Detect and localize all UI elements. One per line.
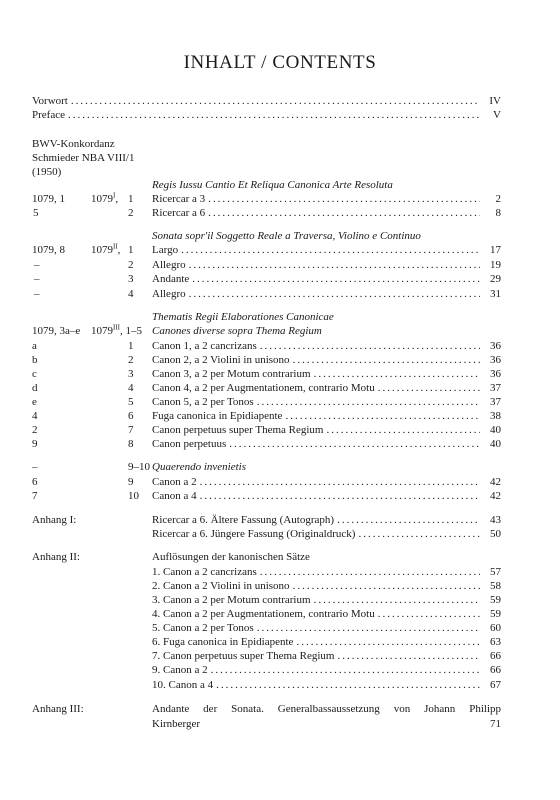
- toc-entry[interactable]: [32, 192, 501, 206]
- leader-dots: [337, 513, 480, 527]
- toc-label: 9. Canon a 2: [152, 664, 208, 676]
- item-number: 1: [128, 193, 134, 205]
- schmieder-number: 1079, 3a–e: [32, 325, 81, 337]
- leader-dots: [314, 367, 480, 381]
- schmieder-number: b: [32, 354, 38, 366]
- toc-entry[interactable]: [32, 287, 501, 301]
- toc-page: 59: [490, 608, 501, 620]
- schmieder-number: 6: [32, 476, 38, 488]
- toc-label: 6. Fuga canonica in Epidiapente: [152, 636, 294, 648]
- toc-entry[interactable]: [32, 593, 501, 607]
- toc-label: 1. Canon a 2 cancrizans: [152, 566, 257, 578]
- toc-entry[interactable]: [32, 678, 501, 692]
- leader-dots: [181, 243, 480, 257]
- leader-dots: [200, 475, 480, 489]
- leader-dots: [260, 565, 480, 579]
- toc-page: 63: [490, 636, 501, 648]
- toc-page: 50: [490, 528, 501, 540]
- schmieder-number: –: [34, 273, 40, 285]
- toc-page: 37: [490, 382, 501, 394]
- toc-label: 3. Canon a 2 per Motum contrarium: [152, 594, 311, 606]
- item-number: 10: [128, 490, 139, 502]
- toc-page: 2: [495, 193, 501, 205]
- appendix-label: Anhang I:: [32, 514, 77, 526]
- item-number: 4: [128, 382, 134, 394]
- toc-label: Canon perpetuus: [152, 438, 227, 450]
- schmieder-number: 1079, 8: [32, 244, 65, 256]
- toc-label: Largo: [152, 244, 179, 256]
- toc-entry[interactable]: [32, 649, 501, 663]
- schmieder-number: –: [32, 461, 38, 473]
- toc-page: V: [493, 109, 501, 121]
- toc-entry[interactable]: [32, 607, 501, 621]
- toc-entry[interactable]: [32, 717, 501, 731]
- toc-page: 36: [490, 368, 501, 380]
- toc-label: Ricercar a 3: [152, 193, 206, 205]
- toc-entry-preface[interactable]: [32, 108, 501, 122]
- toc-page: 60: [490, 622, 501, 634]
- toc-page: 57: [490, 566, 501, 578]
- concordance-year: (1950): [32, 166, 62, 178]
- toc-label: 7. Canon perpetuus super Thema Regium: [152, 650, 335, 662]
- toc-entry[interactable]: [32, 437, 501, 451]
- toc-page: 8: [495, 207, 501, 219]
- toc-page: 37: [490, 396, 501, 408]
- toc-label: 10. Canon a 4: [152, 679, 214, 691]
- toc-entry[interactable]: [32, 206, 501, 220]
- toc-label: Ricercar a 6: [152, 207, 206, 219]
- subheading-label: Quaerendo invenietis: [152, 461, 246, 473]
- toc-page: 42: [490, 490, 501, 502]
- concordance-columns: Schmieder NBA VIII/1: [32, 152, 135, 164]
- leader-dots: [211, 663, 480, 677]
- schmieder-number: 9: [32, 438, 38, 450]
- schmieder-number: 1079, 1: [32, 193, 65, 205]
- toc-label: Canon a 2: [152, 476, 197, 488]
- toc-page: 66: [490, 650, 501, 662]
- toc-page: 38: [490, 410, 501, 422]
- leader-dots: [257, 395, 480, 409]
- item-number: 9: [128, 476, 134, 488]
- schmieder-number: a: [32, 340, 37, 352]
- toc-entry[interactable]: [32, 663, 501, 677]
- toc-page: 29: [490, 273, 501, 285]
- appendix-description: Andante der Sonata. Generalbassaussetzung von Johann Philipp: [152, 703, 501, 715]
- schmieder-number: –: [34, 259, 40, 271]
- item-number: 5: [128, 396, 134, 408]
- toc-page: 36: [490, 340, 501, 352]
- toc-label: Canon 3, a 2 per Motum contrarium: [152, 368, 311, 380]
- schmieder-number: 4: [32, 410, 38, 422]
- leader-dots: [378, 607, 480, 621]
- section-heading: Regis Iussu Cantio Et Reliqua Canonica Arte Resoluta: [152, 179, 393, 191]
- leader-dots: [200, 489, 480, 503]
- toc-entry[interactable]: [32, 423, 501, 437]
- section-heading: Auflösungen der kanonischen Sätze: [152, 551, 310, 563]
- leader-dots: [189, 258, 480, 272]
- toc-page: 17: [490, 244, 501, 256]
- leader-dots: [293, 353, 480, 367]
- toc-label: Vorwort: [32, 95, 68, 107]
- leader-dots: [260, 339, 480, 353]
- toc-entry[interactable]: [32, 579, 501, 593]
- leader-dots: [378, 381, 480, 395]
- item-number: 3: [128, 273, 134, 285]
- schmieder-number: –: [34, 288, 40, 300]
- schmieder-number: 2: [32, 424, 38, 436]
- toc-subheading-row: [32, 460, 501, 474]
- toc-page: 42: [490, 476, 501, 488]
- item-number: 9–10: [128, 461, 150, 473]
- schmieder-number: e: [32, 396, 37, 408]
- leader-dots: [208, 206, 480, 220]
- toc-label: Kirnberger: [152, 718, 201, 730]
- item-number: 4: [128, 288, 134, 300]
- item-number: 6: [128, 410, 134, 422]
- leader-dots: [257, 621, 480, 635]
- toc-page: IV: [489, 95, 501, 107]
- appendix-label: Anhang II:: [32, 551, 80, 563]
- toc-entry[interactable]: [32, 621, 501, 635]
- leader-dots: [208, 192, 480, 206]
- toc-entry[interactable]: [32, 513, 501, 527]
- leader-dots: [296, 635, 480, 649]
- toc-entry[interactable]: [32, 353, 501, 367]
- toc-label: Fuga canonica in Epidiapente: [152, 410, 283, 422]
- section-heading: Sonata sopr'il Soggetto Reale a Traversa, Violino e Continuo: [152, 230, 421, 242]
- item-number: 8: [128, 438, 134, 450]
- leader-dots: [192, 272, 480, 286]
- nba-number: $1079^{III}$, 1–5: [91, 323, 142, 337]
- toc-label: 4. Canon a 2 per Augmentationem, contrario Motu: [152, 608, 375, 620]
- leader-dots: [71, 94, 480, 108]
- toc-label: Ricercar a 6. Ältere Fassung (Autograph): [152, 514, 335, 526]
- appendix-label: Anhang III:: [32, 703, 84, 715]
- toc-entry[interactable]: [32, 395, 501, 409]
- toc-entry[interactable]: [32, 635, 501, 649]
- schmieder-number: d: [32, 382, 38, 394]
- item-number: 2: [128, 207, 134, 219]
- toc-page: 31: [490, 288, 501, 300]
- leader-dots: [68, 108, 480, 122]
- toc-entry[interactable]: [32, 527, 501, 541]
- item-number: 3: [128, 368, 134, 380]
- toc-entry[interactable]: [32, 475, 501, 489]
- toc-label: Preface: [32, 109, 65, 121]
- item-number: 1: [128, 340, 134, 352]
- toc-label: Canon 4, a 2 per Augmentationem, contrario Motu: [152, 382, 375, 394]
- toc-entry[interactable]: [32, 409, 501, 423]
- toc-entry[interactable]: [32, 272, 501, 286]
- toc-label: Canon a 4: [152, 490, 197, 502]
- toc-label: Ricercar a 6. Jüngere Fassung (Originaldruck): [152, 528, 356, 540]
- nba-number: $1079^{II}$,: [91, 242, 121, 256]
- item-number: 2: [128, 259, 134, 271]
- toc-label: Allegro: [152, 288, 186, 300]
- toc-entry[interactable]: [32, 381, 501, 395]
- leader-dots: [189, 287, 480, 301]
- toc-label: Canon perpetuus super Thema Regium: [152, 424, 324, 436]
- section-heading: Thematis Regii Elaborationes Canonicae: [152, 311, 334, 323]
- toc-entry[interactable]: [32, 243, 501, 257]
- leader-dots: [337, 649, 480, 663]
- toc-label: Canon 1, a 2 cancrizans: [152, 340, 257, 352]
- toc-entry[interactable]: [32, 367, 501, 381]
- toc-page: 66: [490, 664, 501, 676]
- toc-subheading-row: [32, 324, 501, 338]
- toc-entry[interactable]: [32, 258, 501, 272]
- nba-number: $1079^I$,: [91, 191, 119, 205]
- toc-label: Canon 2, a 2 Violini in unisono: [152, 354, 290, 366]
- concordance-heading: BWV-Konkordanz: [32, 138, 115, 150]
- toc-page: 19: [490, 259, 501, 271]
- toc-label: Allegro: [152, 259, 186, 271]
- toc-entry-vorwort[interactable]: [32, 94, 501, 108]
- toc-entry[interactable]: [32, 339, 501, 353]
- toc-page: 67: [490, 679, 501, 691]
- toc-page: 40: [490, 438, 501, 450]
- item-number: 2: [128, 354, 134, 366]
- toc-entry[interactable]: [32, 565, 501, 579]
- schmieder-number: c: [32, 368, 37, 380]
- toc-page: 59: [490, 594, 501, 606]
- toc-label: Andante: [152, 273, 190, 285]
- item-number: 7: [128, 424, 134, 436]
- toc-page: 58: [490, 580, 501, 592]
- leader-dots: [293, 579, 480, 593]
- leader-dots: [314, 593, 480, 607]
- schmieder-number: 5: [33, 207, 39, 219]
- toc-label: Canon 5, a 2 per Tonos: [152, 396, 254, 408]
- subheading-label: Canones diverse sopra Thema Regium: [152, 325, 322, 337]
- toc-page: 36: [490, 354, 501, 366]
- toc-page: 43: [490, 514, 501, 526]
- leader-dots: [326, 423, 480, 437]
- toc-label: 5. Canon a 2 per Tonos: [152, 622, 254, 634]
- toc-page: 40: [490, 424, 501, 436]
- toc-label: 2. Canon a 2 Violini in unisono: [152, 580, 290, 592]
- toc-entry[interactable]: [32, 489, 501, 503]
- leader-dots: [216, 678, 480, 692]
- leader-dots: [229, 437, 480, 451]
- schmieder-number: 7: [32, 490, 38, 502]
- page-title: INHALT / CONTENTS: [183, 52, 377, 73]
- leader-dots: [285, 409, 480, 423]
- toc-page: 71: [490, 718, 501, 730]
- item-number: 1: [128, 244, 134, 256]
- leader-dots: [358, 527, 480, 541]
